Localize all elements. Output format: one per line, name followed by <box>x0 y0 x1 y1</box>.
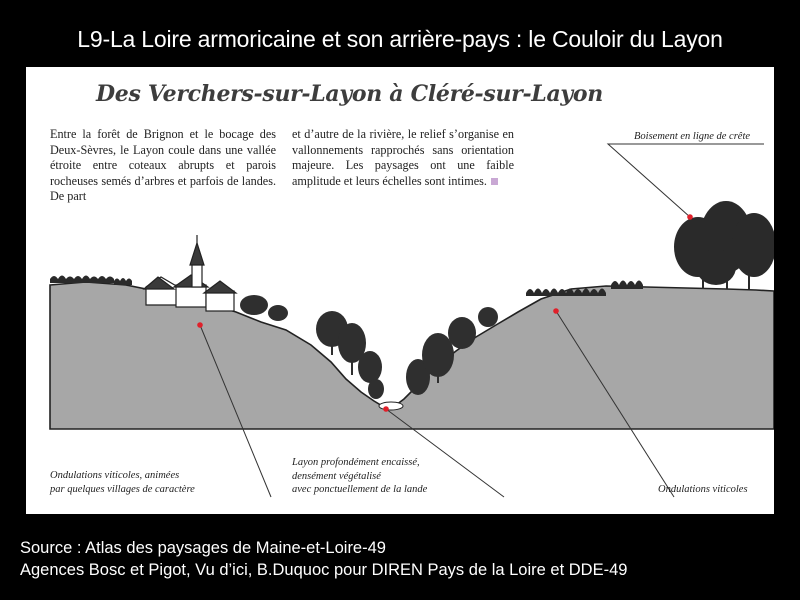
callout-left-slopes-line1: Ondulations viticoles, animées <box>50 470 180 481</box>
ridge-woodland <box>674 201 774 289</box>
slide-title: L9-La Loire armoricaine et son arrière-pays : le Couloir du Layon <box>77 26 723 52</box>
source-line2: Agences Bosc et Pigot, Vu d’ici, B.Duquoc pour DIREN Pays de la Loire et DDE-49 <box>20 561 628 579</box>
village <box>144 235 236 311</box>
callout-river-line1: Layon profondément encaissé, <box>292 457 420 468</box>
source-credits <box>20 537 627 581</box>
intro-text-right-body: et d’autre de la rivière, le relief s’organise en vallonnements rapprochés sans orientation majeure. Les paysages ont une faible amplitude et leurs échelles sont intimes. <box>292 127 514 188</box>
marker-left-slopes <box>197 322 203 328</box>
panel-heading: Des Verchers-sur-Layon à Cléré-sur-Layon <box>96 81 603 107</box>
marker-river <box>383 406 389 412</box>
end-mark <box>491 178 498 185</box>
marker-ridge-woodland <box>687 214 693 220</box>
diagram-panel <box>26 67 774 514</box>
intro-text-left: Entre la forêt de Brignon et le bocage des Deux-Sèvres, le Layon coule dans une vallée étroite entre coteaux abrupts et parois rocheuses semés d’arbres et parfois de landes. De part <box>50 127 276 204</box>
callout-river-line2: densément végétalisé <box>292 470 381 482</box>
callout-river <box>292 456 427 497</box>
intro-text-right <box>292 127 514 189</box>
marker-right-slopes <box>553 308 559 314</box>
callout-left-slopes <box>50 469 195 496</box>
callout-ridge-woodland: Boisement en ligne de crête <box>634 131 751 142</box>
source-line1: Source : Atlas des paysages de Maine-et-Loire-49 <box>20 539 386 557</box>
callout-right-slopes: Ondulations viticoles <box>658 484 748 495</box>
callout-river-line3: avec ponctuellement de la lande <box>292 484 428 495</box>
river <box>379 402 403 410</box>
callout-left-slopes-line2: par quelques villages de caractère <box>50 483 195 495</box>
